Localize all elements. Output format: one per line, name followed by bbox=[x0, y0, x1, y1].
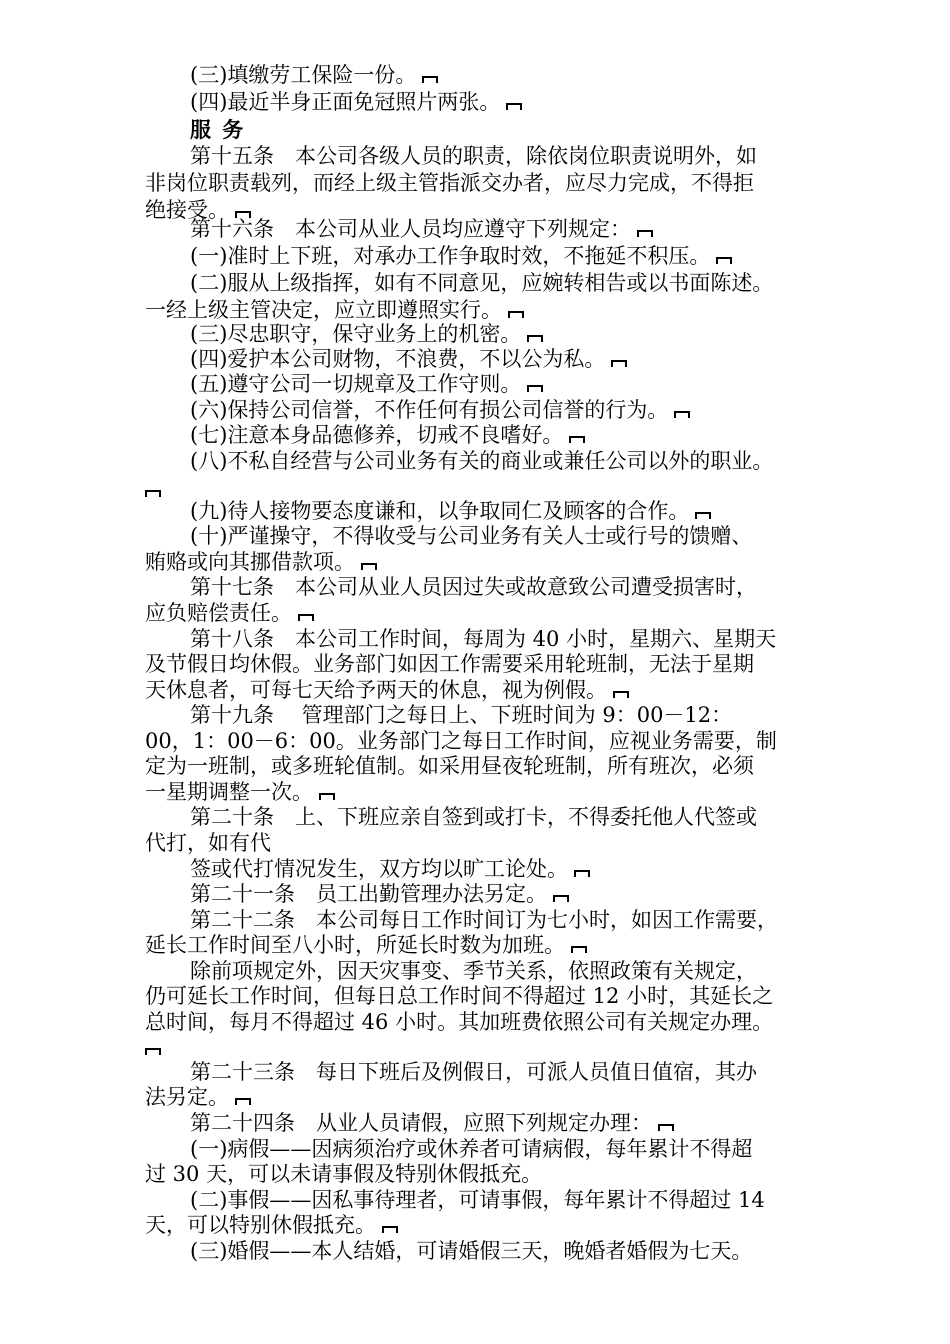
text-line: (二)事假——因私事待理者，可请事假，每年累计不得超过 14 bbox=[190, 1188, 765, 1212]
text-line: (三)尽忠职守，保守业务上的机密。 bbox=[190, 321, 890, 348]
paragraph-mark-icon bbox=[508, 311, 524, 318]
text-line: (二)服从上级指挥，如有不同意见，应婉转相告或以书面陈述。 bbox=[190, 271, 774, 295]
text-line: (四)最近半身正面免冠照片两张。 bbox=[190, 89, 890, 116]
text-line: (三)婚假——本人结婚，可请婚假三天，晚婚者婚假为七天。 bbox=[190, 1239, 753, 1263]
text-line: (四)爱护本公司财物，不浪费，不以公为私。 bbox=[190, 346, 890, 373]
paragraph-mark-icon bbox=[569, 436, 585, 443]
paragraph-mark-icon bbox=[611, 360, 627, 367]
paragraph-mark-icon bbox=[527, 335, 543, 342]
text-line: 第十六条 本公司从业人员均应遵守下列规定： bbox=[190, 216, 890, 243]
paragraph-mark-icon bbox=[382, 1226, 398, 1233]
text-line: 天，可以特别休假抵充。 bbox=[145, 1212, 845, 1239]
paragraph-mark-icon bbox=[574, 870, 590, 877]
text-line: 第十九条 管理部门之每日上、下班时间为 9：00－12： bbox=[190, 703, 733, 727]
text-line: (一)准时上下班，对承办工作争取时效，不拖延不积压。 bbox=[190, 243, 890, 270]
text-line: 第二十条 上、下班应亲自签到或打卡，不得委托他人代签或 bbox=[190, 805, 757, 829]
text-line: 延长工作时间至八小时，所延长时数为加班。 bbox=[145, 932, 845, 959]
paragraph-mark-icon bbox=[235, 1098, 251, 1105]
text-line: (一)病假——因病须治疗或休养者可请病假，每年累计不得超 bbox=[190, 1137, 753, 1161]
paragraph-mark-icon bbox=[145, 490, 161, 497]
text-line: 仍可延长工作时间，但每日总工作时间不得超过 12 小时，其延长之 bbox=[145, 984, 774, 1008]
paragraph-mark-icon bbox=[658, 1124, 674, 1131]
text-line: 代打，如有代 bbox=[145, 831, 271, 855]
text-line: 总时间，每月不得超过 46 小时。其加班费依照公司有关规定办理。 bbox=[145, 1010, 774, 1034]
paragraph-mark-icon bbox=[553, 895, 569, 902]
text-line: 一星期调整一次。 bbox=[145, 779, 845, 806]
text-line: 过 30 天，可以未请事假及特别休假抵充。 bbox=[145, 1162, 543, 1186]
paragraph-mark-icon bbox=[298, 614, 314, 621]
text-line: 签或代打情况发生，双方均以旷工论处。 bbox=[190, 856, 890, 883]
text-line: (六)保持公司信誉，不作任何有损公司信誉的行为。 bbox=[190, 397, 890, 424]
paragraph-mark-icon bbox=[422, 76, 438, 83]
text-line: (九)待人接物要态度谦和，以争取同仁及顾客的合作。 bbox=[190, 498, 890, 525]
text-line: 第二十一条 员工出勤管理办法另定。 bbox=[190, 881, 890, 908]
paragraph-mark-icon bbox=[674, 411, 690, 418]
paragraph-mark-icon bbox=[613, 691, 629, 698]
text-line: (五)遵守公司一切规章及工作守则。 bbox=[190, 371, 890, 398]
paragraph-mark-icon bbox=[319, 793, 335, 800]
text-line: 定为一班制，或多班轮值制。如采用昼夜轮班制，所有班次，必须 bbox=[145, 754, 754, 778]
section-heading: 服 务 bbox=[190, 117, 246, 142]
text-line: 法另定。 bbox=[145, 1084, 845, 1111]
text-line: (十)严谨操守，不得收受与公司业务有关人士或行号的馈赠、 bbox=[190, 524, 753, 548]
text-line: 第二十四条 从业人员请假，应照下列规定办理： bbox=[190, 1110, 890, 1137]
text-line: 除前项规定外，因天灾事变、季节关系，依照政策有关规定， bbox=[190, 959, 757, 983]
text-line: (七)注意本身品德修养，切戒不良嗜好。 bbox=[190, 422, 890, 449]
text-line: (八)不私自经营与公司业务有关的商业或兼任公司以外的职业。 bbox=[190, 449, 774, 473]
paragraph-mark-icon bbox=[716, 257, 732, 264]
text-line: 第十七条 本公司从业人员因过失或故意致公司遭受损害时， bbox=[190, 575, 757, 599]
text-line: 第十五条 本公司各级人员的职责，除依岗位职责说明外，如 bbox=[190, 144, 757, 168]
text-line: 及节假日均休假。业务部门如因工作需要采用轮班制，无法于星期 bbox=[145, 652, 754, 676]
text-line: 第二十二条 本公司每日工作时间订为七小时，如因工作需要， bbox=[190, 908, 778, 932]
paragraph-mark-icon bbox=[361, 563, 377, 570]
paragraph-mark-icon bbox=[506, 103, 522, 110]
text-line: 非岗位职责载列，而经上级主管指派交办者，应尽力完成，不得拒 bbox=[145, 171, 754, 195]
paragraph-mark-icon bbox=[145, 1048, 161, 1055]
text-line: 第二十三条 每日下班后及例假日，可派人员值日值宿，其办 bbox=[190, 1060, 757, 1084]
text-line: 第十八条 本公司工作时间，每周为 40 小时，星期六、星期天 bbox=[190, 627, 777, 651]
text-line: 应负赔偿责任。 bbox=[145, 600, 845, 627]
text-line: 00，1：00－6：00。业务部门之每日工作时间，应视业务需要，制 bbox=[145, 729, 777, 753]
paragraph-mark-icon bbox=[571, 946, 587, 953]
text-line: 贿赂或向其挪借款项。 bbox=[145, 549, 845, 576]
text-line: 天休息者，可每七天给予两天的休息，视为例假。 bbox=[145, 677, 845, 704]
text-line: (三)填缴劳工保险一份。 bbox=[190, 62, 890, 89]
text-line: 一经上级主管决定，应立即遵照实行。 bbox=[145, 297, 845, 324]
paragraph-mark-icon bbox=[637, 230, 653, 237]
text-line: 绝接受。 bbox=[145, 197, 845, 224]
paragraph-mark-icon bbox=[695, 512, 711, 519]
paragraph-mark-icon bbox=[527, 385, 543, 392]
